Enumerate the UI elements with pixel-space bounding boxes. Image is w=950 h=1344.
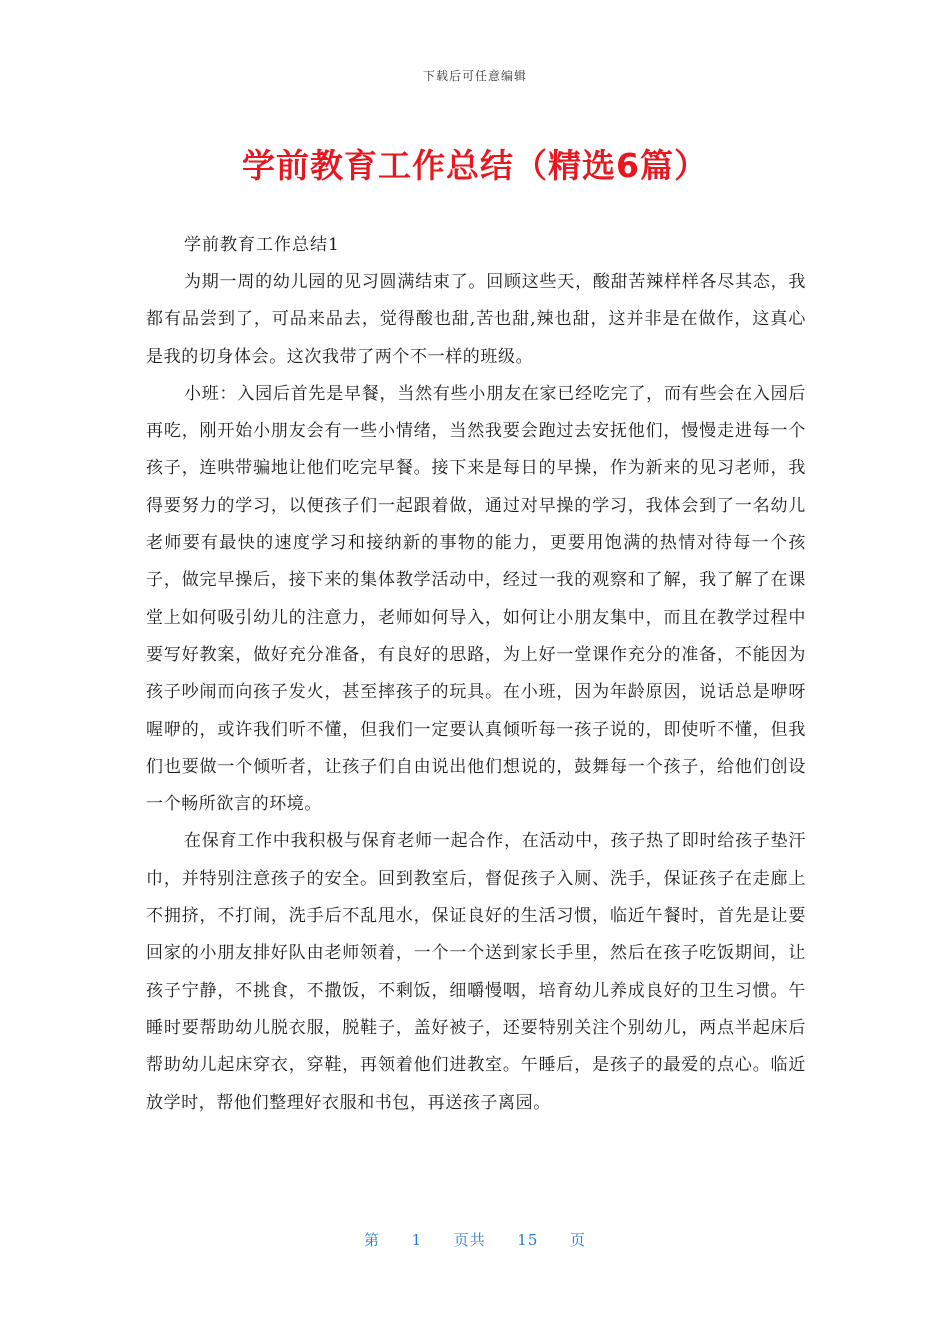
body-paragraph: 小班：入园后首先是早餐，当然有些小朋友在家已经吃完了，而有些会在入园后再吃，刚开始小朋友会有一些小情绪，当然我要会跑过去安抚他们，慢慢走进每一个孩子，连哄带骗地让他们吃完早餐。接下来是每日的早操，作为新来的见习老师，我得要努力的学习，以便孩子们一起跟着做，通过对早操的学习，我体会到了一名幼儿老师要有最快的速度学习和接纳新的事物的能力，更要用饱满的热情对待每一个孩子，做完早操后，接下来的集体教学活动中，经过一我的观察和了解，我了解了在课堂上如何吸引幼儿的注意力，老师如何导入，如何让小朋友集中，而且在教学过程中要写好教案，做好充分准备，有良好的思路，为上好一堂课作充分的准备，不能因为孩子吵闹而向孩子发火，甚至摔孩子的玩具。在小班，因为年龄原因，说话总是咿呀喔咿的，或许我们听不懂，但我们一定要认真倾听每一孩子说的，即使听不懂，但我们也要做一个倾听者，让孩子们自由说出他们想说的，鼓舞每一个孩子，给他们创设一个畅所欲言的环境。 bbox=[146, 383, 806, 815]
footer-middle: 页共 bbox=[453, 1231, 486, 1249]
total-page-count: 15 bbox=[517, 1231, 539, 1249]
footer-suffix: 页 bbox=[569, 1231, 586, 1249]
page-footer bbox=[0, 1229, 950, 1250]
current-page-number: 1 bbox=[411, 1231, 423, 1249]
header-note: 下载后可任意编辑 bbox=[422, 69, 527, 83]
document-body bbox=[146, 227, 806, 1122]
footer-prefix: 第 bbox=[364, 1231, 381, 1249]
body-paragraph: 在保育工作中我积极与保育老师一起合作，在活动中，孩子热了即时给孩子垫汗巾，并特别注意孩子的安全。回到教室后，督促孩子入厕、洗手，保证孩子在走廊上不拥挤，不打闹，洗手后不乱甩水，保证良好的生活习惯，临近午餐时，首先是让要回家的小朋友排好队由老师领着，一个一个送到家长手里，然后在孩子吃饭期间，让孩子宁静，不挑食，不撒饭，不剩饭，细嚼慢咽，培育幼儿养成良好的卫生习惯。午睡时要帮助幼儿脱衣服，脱鞋子，盖好被子，还要特别关注个别幼儿，两点半起床后帮助幼儿起床穿衣，穿鞋，再领着他们进教室。午睡后，是孩子的最爱的点心。临近放学时，帮他们整理好衣服和书包，再送孩子离园。 bbox=[146, 831, 806, 1113]
body-paragraph: 为期一周的幼儿园的见习圆满结束了。回顾这些天，酸甜苦辣样样各尽其态，我都有品尝到了，可品来品去，觉得酸也甜,苦也甜,辣也甜，这并非是在做作，这真心是我的切身体会。这次我带了两个不一样的班级。 bbox=[146, 272, 806, 367]
section-heading: 学前教育工作总结1 bbox=[184, 235, 340, 255]
document-title: 学前教育工作总结（精选6篇） bbox=[242, 146, 708, 185]
